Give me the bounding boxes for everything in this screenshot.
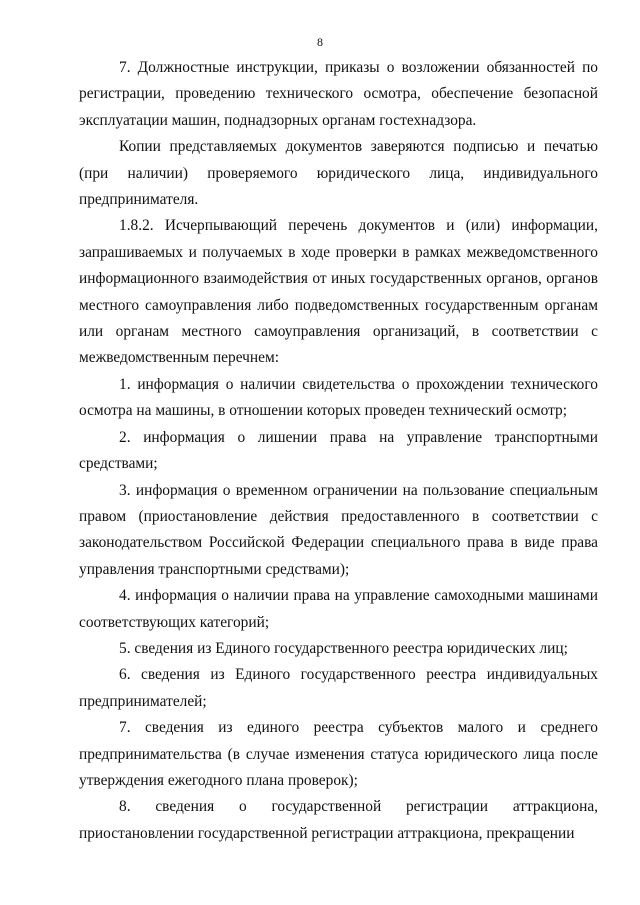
list-item-8: 8. сведения о государственной регистрации аттракциона, приостановлении государственной регистрации аттракциона, прекращении: [79, 798, 598, 842]
document-body: [79, 55, 598, 847]
list-item-3: 3. информация о временном ограничении на пользование специальным правом (приостановление действия предоставленного в соответствии с законодательством Российской Федерации специального права в виде права управления транспортными средствами);: [79, 481, 598, 578]
list-item-6: 6. сведения из Единого государственного реестра индивидуальных предпринимателей;: [79, 666, 598, 710]
paragraph-document-copies: Копии представляемых документов заверяются подписью и печатью (при наличии) проверяемого юридического лица, индивидуального предпринимателя.: [79, 138, 598, 209]
paragraph-section-1-8-2: 1.8.2. Исчерпывающий перечень документов и (или) информации, запрашиваемых и получаемых в ходе проверки в рамках межведомственного информационного взаимодействия от иных государственных органов, органов местного самоуправления либо подведомственных государственным органам или органам местного самоуправления организаций, в соответствии с межведомственным перечнем:: [79, 217, 598, 367]
list-item-7: 7. сведения из единого реестра субъектов малого и среднего предпринимательства (в случае изменения статуса юридического лица после утверждения ежегодного плана проверок);: [79, 719, 598, 789]
paragraph-duties-instructions: 7. Должностные инструкции, приказы о возложении обязанностей по регистрации, проведению технического осмотра, обеспечение безопасной эксплуатации машин, поднадзорных органам гостехнадзора.: [79, 59, 598, 129]
list-item-2: 2. информация о лишении права на управление транспортными средствами;: [79, 428, 598, 473]
list-item-4: 4. информация о наличии права на управление самоходными машинами соответствующих категорий;: [79, 587, 598, 631]
list-item-1: 1. информация о наличии свидетельства о прохождении технического осмотра на машины, в отношении которых проведен технический осмотр;: [79, 375, 598, 420]
page-number: 8: [317, 35, 323, 49]
list-item-5: 5. сведения из Единого государственного реестра юридических лиц;: [119, 639, 568, 657]
